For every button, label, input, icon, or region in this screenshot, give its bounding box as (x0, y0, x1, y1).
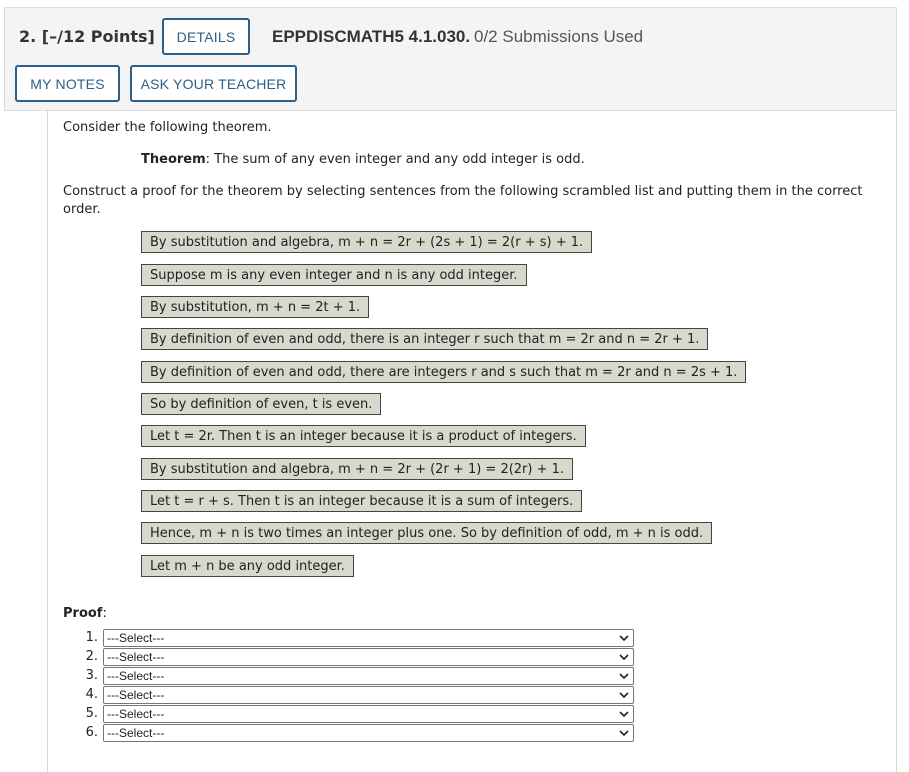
details-button[interactable]: DETAILS (162, 18, 250, 55)
proof-step-select[interactable] (103, 705, 634, 723)
intro-text: Consider the following theorem. (63, 120, 272, 135)
sentence-tile[interactable]: Let t = r + s. Then t is an integer because it is a sum of integers. (141, 490, 582, 512)
chevron-down-icon (619, 652, 629, 662)
question-code: EPPDISCMATH5 4.1.030. (272, 27, 471, 46)
proof-step-number: 5. (85, 706, 98, 721)
select-value: ---Select--- (107, 688, 165, 702)
theorem-text: : The sum of any even integer and any odd integer is odd. (205, 152, 585, 167)
submissions-used: 0/2 Submissions Used (474, 27, 644, 46)
ask-your-teacher-button[interactable]: ASK YOUR TEACHER (130, 65, 297, 102)
sentence-tile[interactable]: Let t = 2r. Then t is an integer because it is a product of integers. (141, 425, 586, 447)
proof-step-number: 4. (85, 687, 98, 702)
chevron-down-icon (619, 709, 629, 719)
sentence-tile[interactable]: So by definition of even, t is even. (141, 393, 381, 415)
chevron-down-icon (619, 633, 629, 643)
select-value: ---Select--- (107, 707, 165, 721)
proof-step-number: 1. (85, 630, 98, 645)
proof-step-number: 6. (85, 725, 98, 740)
chevron-down-icon (619, 671, 629, 681)
select-value: ---Select--- (107, 631, 165, 645)
instructions-text: Construct a proof for the theorem by selecting sentences from the following scrambled list and putting them in the correct order. (63, 184, 863, 217)
select-value: ---Select--- (107, 650, 165, 664)
sentence-tile[interactable]: Let m + n be any odd integer. (141, 555, 354, 577)
theorem-label: Theorem (141, 152, 206, 167)
proof-step-number: 2. (85, 649, 98, 664)
chevron-down-icon (619, 690, 629, 700)
question-number-text: 2. (19, 27, 37, 46)
sentence-tile[interactable]: By definition of even and odd, there are integers r and s such that m = 2r and n = 2s + 1. (141, 361, 746, 383)
proof-step-select[interactable] (103, 648, 634, 666)
my-notes-button[interactable]: MY NOTES (15, 65, 120, 102)
sentence-tile[interactable]: Suppose m is any even integer and n is any odd integer. (141, 264, 527, 286)
proof-step-select[interactable] (103, 686, 634, 704)
sentence-tile[interactable]: By substitution and algebra, m + n = 2r + (2s + 1) = 2(r + s) + 1. (141, 231, 592, 253)
proof-label-text: Proof (63, 606, 103, 621)
theorem-statement (141, 151, 585, 169)
proof-step-select[interactable] (103, 667, 634, 685)
select-value: ---Select--- (107, 726, 165, 740)
proof-label-colon: : (102, 606, 107, 621)
proof-step-select[interactable] (103, 724, 634, 742)
question-number (19, 27, 155, 46)
select-value: ---Select--- (107, 669, 165, 683)
proof-step-select[interactable] (103, 629, 634, 647)
question-header (4, 7, 897, 111)
proof-label (63, 605, 107, 623)
sentence-tile[interactable]: By substitution and algebra, m + n = 2r + (2r + 1) = 2(2r) + 1. (141, 458, 573, 480)
points-label: [–/12 Points] (41, 27, 155, 46)
sentence-tile[interactable]: By substitution, m + n = 2t + 1. (141, 296, 369, 318)
sentence-tile[interactable]: By definition of even and odd, there is an integer r such that m = 2r and n = 2r + 1. (141, 328, 708, 350)
chevron-down-icon (619, 728, 629, 738)
proof-step-number: 3. (85, 668, 98, 683)
sentence-tile[interactable]: Hence, m + n is two times an integer plus one. So by definition of odd, m + n is odd. (141, 522, 712, 544)
